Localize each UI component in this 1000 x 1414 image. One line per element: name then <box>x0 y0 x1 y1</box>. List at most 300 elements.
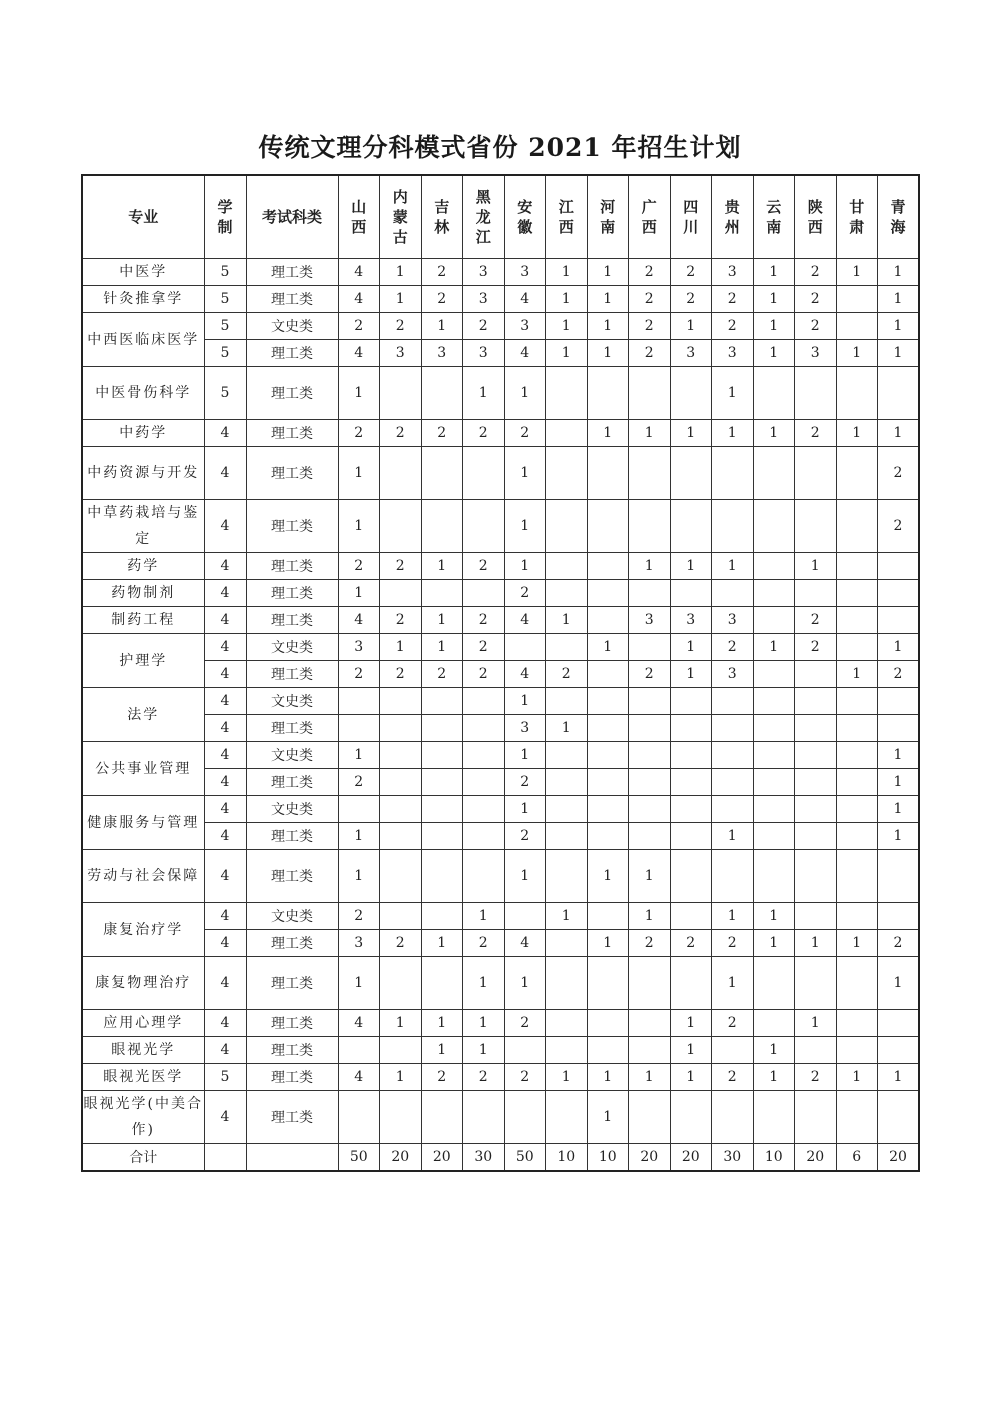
length-cell: 5 <box>204 367 246 420</box>
quota-cell: 1 <box>836 340 878 367</box>
quota-cell <box>712 500 754 553</box>
quota-cell <box>795 661 837 688</box>
quota-cell <box>836 500 878 553</box>
quota-cell: 2 <box>670 930 712 957</box>
length-cell: 4 <box>204 903 246 930</box>
quota-cell <box>546 447 588 500</box>
table-row <box>82 313 919 340</box>
quota-cell <box>670 688 712 715</box>
quota-cell <box>629 769 671 796</box>
quota-cell: 2 <box>504 420 546 447</box>
quota-cell <box>380 769 422 796</box>
quota-cell <box>670 742 712 769</box>
total-cell: 50 <box>504 1144 546 1171</box>
quota-cell <box>421 447 463 500</box>
quota-cell: 1 <box>836 930 878 957</box>
quota-cell: 3 <box>338 930 380 957</box>
quota-cell: 1 <box>753 634 795 661</box>
quota-cell <box>753 742 795 769</box>
quota-cell <box>463 796 505 823</box>
quota-cell: 1 <box>504 553 546 580</box>
table-row <box>82 823 919 850</box>
header-province: 甘肃 <box>836 175 878 259</box>
quota-cell <box>712 796 754 823</box>
table-row <box>82 1091 919 1144</box>
quota-cell: 2 <box>795 313 837 340</box>
quota-cell <box>463 742 505 769</box>
quota-cell <box>629 957 671 1010</box>
quota-cell: 3 <box>712 340 754 367</box>
quota-cell <box>670 823 712 850</box>
quota-cell <box>836 715 878 742</box>
quota-cell <box>546 553 588 580</box>
quota-cell <box>380 903 422 930</box>
header-province: 江西 <box>546 175 588 259</box>
length-cell: 4 <box>204 500 246 553</box>
quota-cell: 2 <box>795 420 837 447</box>
table-row <box>82 607 919 634</box>
length-cell: 5 <box>204 340 246 367</box>
quota-cell <box>587 447 629 500</box>
quota-cell: 1 <box>878 796 920 823</box>
subject-cell: 理工类 <box>246 553 338 580</box>
quota-cell: 1 <box>753 903 795 930</box>
quota-cell: 1 <box>587 286 629 313</box>
quota-cell <box>587 715 629 742</box>
quota-cell: 2 <box>338 313 380 340</box>
major-name: 法学 <box>82 688 204 742</box>
quota-cell <box>836 796 878 823</box>
major-name: 康复治疗学 <box>82 903 204 957</box>
quota-cell <box>380 367 422 420</box>
major-name: 药物制剂 <box>82 580 204 607</box>
quota-cell: 1 <box>587 930 629 957</box>
quota-cell: 1 <box>712 957 754 1010</box>
subject-cell: 理工类 <box>246 823 338 850</box>
subject-cell: 文史类 <box>246 313 338 340</box>
quota-cell <box>753 769 795 796</box>
major-name: 公共事业管理 <box>82 742 204 796</box>
quota-cell <box>587 688 629 715</box>
quota-cell: 1 <box>587 313 629 340</box>
quota-cell: 2 <box>504 580 546 607</box>
quota-cell <box>629 823 671 850</box>
length-cell: 4 <box>204 850 246 903</box>
subject-cell: 理工类 <box>246 607 338 634</box>
length-cell: 4 <box>204 420 246 447</box>
quota-cell: 3 <box>670 340 712 367</box>
quota-cell: 1 <box>421 553 463 580</box>
quota-cell <box>421 580 463 607</box>
quota-cell: 1 <box>338 500 380 553</box>
quota-cell: 1 <box>878 286 920 313</box>
quota-cell: 1 <box>338 957 380 1010</box>
quota-cell: 2 <box>380 930 422 957</box>
quota-cell: 1 <box>380 259 422 286</box>
subject-cell: 理工类 <box>246 367 338 420</box>
quota-cell: 2 <box>670 259 712 286</box>
quota-cell <box>836 553 878 580</box>
quota-cell <box>629 367 671 420</box>
quota-cell <box>421 688 463 715</box>
table-row <box>82 930 919 957</box>
quota-cell <box>421 769 463 796</box>
quota-cell <box>795 1091 837 1144</box>
major-name: 中草药栽培与鉴定 <box>82 500 204 553</box>
subject-cell: 文史类 <box>246 903 338 930</box>
total-cell: 50 <box>338 1144 380 1171</box>
quota-cell: 2 <box>712 634 754 661</box>
subject-cell: 理工类 <box>246 447 338 500</box>
quota-cell: 3 <box>421 340 463 367</box>
major-name: 应用心理学 <box>82 1010 204 1037</box>
length-cell: 4 <box>204 553 246 580</box>
quota-cell <box>380 796 422 823</box>
quota-cell <box>546 796 588 823</box>
quota-cell: 1 <box>380 1064 422 1091</box>
quota-cell <box>795 1037 837 1064</box>
quota-cell <box>421 796 463 823</box>
quota-cell <box>712 715 754 742</box>
quota-cell: 2 <box>380 553 422 580</box>
table-row <box>82 340 919 367</box>
quota-cell: 2 <box>878 500 920 553</box>
header-province: 吉林 <box>421 175 463 259</box>
length-cell: 5 <box>204 313 246 340</box>
subject-cell: 理工类 <box>246 259 338 286</box>
quota-cell: 2 <box>463 313 505 340</box>
quota-cell <box>753 688 795 715</box>
total-cell: 20 <box>380 1144 422 1171</box>
quota-cell: 1 <box>338 742 380 769</box>
quota-cell: 2 <box>338 553 380 580</box>
quota-cell: 1 <box>670 634 712 661</box>
total-cell: 20 <box>878 1144 920 1171</box>
quota-cell: 2 <box>629 259 671 286</box>
major-name: 康复物理治疗 <box>82 957 204 1010</box>
total-cell: 20 <box>629 1144 671 1171</box>
quota-cell <box>795 580 837 607</box>
major-name: 眼视光医学 <box>82 1064 204 1091</box>
quota-cell <box>753 447 795 500</box>
quota-cell <box>421 742 463 769</box>
quota-cell <box>753 796 795 823</box>
quota-cell <box>795 715 837 742</box>
quota-cell <box>421 903 463 930</box>
table-row <box>82 688 919 715</box>
major-name: 护理学 <box>82 634 204 688</box>
length-cell: 4 <box>204 634 246 661</box>
quota-cell <box>836 580 878 607</box>
subject-cell: 理工类 <box>246 500 338 553</box>
quota-cell: 2 <box>878 447 920 500</box>
quota-cell <box>712 1091 754 1144</box>
quota-cell <box>380 742 422 769</box>
quota-cell <box>836 903 878 930</box>
quota-cell: 1 <box>712 553 754 580</box>
header-province: 四川 <box>670 175 712 259</box>
quota-cell: 4 <box>338 1010 380 1037</box>
quota-cell: 1 <box>878 420 920 447</box>
table-row <box>82 1064 919 1091</box>
quota-cell: 1 <box>546 340 588 367</box>
quota-cell: 1 <box>587 259 629 286</box>
quota-cell <box>546 580 588 607</box>
major-name: 中西医临床医学 <box>82 313 204 367</box>
total-cell: 20 <box>795 1144 837 1171</box>
total-cell: 6 <box>836 1144 878 1171</box>
quota-cell: 2 <box>463 607 505 634</box>
length-cell: 4 <box>204 447 246 500</box>
quota-cell <box>670 367 712 420</box>
header-province: 安徽 <box>504 175 546 259</box>
quota-cell <box>504 634 546 661</box>
quota-cell <box>629 1010 671 1037</box>
quota-cell <box>504 903 546 930</box>
header-province: 广西 <box>629 175 671 259</box>
quota-cell <box>670 715 712 742</box>
quota-cell: 1 <box>629 903 671 930</box>
subject-cell: 理工类 <box>246 957 338 1010</box>
quota-cell <box>795 447 837 500</box>
quota-cell: 1 <box>338 367 380 420</box>
quota-cell: 2 <box>380 607 422 634</box>
quota-cell <box>670 580 712 607</box>
quota-cell: 4 <box>338 607 380 634</box>
quota-cell <box>587 742 629 769</box>
header-province: 贵州 <box>712 175 754 259</box>
quota-cell: 2 <box>712 1010 754 1037</box>
quota-cell: 2 <box>795 259 837 286</box>
subject-cell: 理工类 <box>246 1064 338 1091</box>
quota-cell <box>463 447 505 500</box>
quota-cell <box>836 286 878 313</box>
quota-cell <box>753 823 795 850</box>
quota-cell <box>380 957 422 1010</box>
header-province: 黑龙江 <box>463 175 505 259</box>
quota-cell <box>421 823 463 850</box>
total-cell: 20 <box>670 1144 712 1171</box>
quota-cell <box>629 634 671 661</box>
quota-cell: 1 <box>421 313 463 340</box>
total-cell: 30 <box>463 1144 505 1171</box>
length-cell: 4 <box>204 1010 246 1037</box>
quota-cell <box>338 796 380 823</box>
table-row <box>82 769 919 796</box>
header-province: 青海 <box>878 175 920 259</box>
quota-cell <box>670 1091 712 1144</box>
quota-cell: 2 <box>795 286 837 313</box>
quota-cell <box>712 769 754 796</box>
quota-cell: 2 <box>878 661 920 688</box>
table-row <box>82 796 919 823</box>
quota-cell <box>712 850 754 903</box>
subject-cell: 理工类 <box>246 769 338 796</box>
quota-cell <box>878 553 920 580</box>
quota-cell: 3 <box>670 607 712 634</box>
quota-cell: 1 <box>795 1010 837 1037</box>
quota-cell: 1 <box>836 661 878 688</box>
quota-cell <box>836 367 878 420</box>
quota-cell <box>670 769 712 796</box>
length-cell: 4 <box>204 1091 246 1144</box>
quota-cell <box>878 688 920 715</box>
quota-cell: 1 <box>878 823 920 850</box>
quota-cell: 1 <box>421 1037 463 1064</box>
quota-cell <box>546 769 588 796</box>
quota-cell <box>463 769 505 796</box>
quota-cell <box>421 500 463 553</box>
quota-cell: 2 <box>463 1064 505 1091</box>
table-row <box>82 580 919 607</box>
quota-cell <box>712 580 754 607</box>
quota-cell <box>421 850 463 903</box>
quota-cell <box>421 367 463 420</box>
subject-cell: 理工类 <box>246 1010 338 1037</box>
quota-cell: 2 <box>380 313 422 340</box>
quota-cell: 3 <box>712 607 754 634</box>
quota-cell: 2 <box>463 930 505 957</box>
quota-cell: 1 <box>712 367 754 420</box>
quota-cell <box>546 957 588 1010</box>
quota-cell: 2 <box>629 313 671 340</box>
quota-cell <box>878 1010 920 1037</box>
quota-cell <box>546 1037 588 1064</box>
quota-cell: 1 <box>878 340 920 367</box>
quota-cell: 2 <box>421 286 463 313</box>
major-name: 劳动与社会保障 <box>82 850 204 903</box>
quota-cell: 2 <box>338 769 380 796</box>
quota-cell: 1 <box>546 903 588 930</box>
major-name: 眼视光学(中美合作) <box>82 1091 204 1144</box>
quota-cell: 3 <box>338 634 380 661</box>
quota-cell <box>712 742 754 769</box>
quota-cell <box>587 580 629 607</box>
quota-cell <box>670 957 712 1010</box>
quota-cell: 2 <box>421 1064 463 1091</box>
quota-cell <box>629 1037 671 1064</box>
quota-cell <box>629 715 671 742</box>
quota-cell <box>836 447 878 500</box>
quota-cell: 2 <box>463 420 505 447</box>
quota-cell <box>795 903 837 930</box>
empty-cell <box>246 1144 338 1171</box>
length-cell: 4 <box>204 607 246 634</box>
subject-cell: 文史类 <box>246 742 338 769</box>
quota-cell: 2 <box>712 286 754 313</box>
table-row <box>82 742 919 769</box>
quota-cell: 4 <box>504 340 546 367</box>
quota-cell: 1 <box>504 957 546 1010</box>
table-row <box>82 903 919 930</box>
quota-cell: 1 <box>380 634 422 661</box>
total-cell: 20 <box>421 1144 463 1171</box>
quota-cell <box>587 500 629 553</box>
table-row <box>82 286 919 313</box>
table-row <box>82 715 919 742</box>
length-cell: 4 <box>204 1037 246 1064</box>
quota-cell: 1 <box>670 420 712 447</box>
quota-cell: 2 <box>380 420 422 447</box>
quota-cell <box>670 500 712 553</box>
quota-cell <box>504 1091 546 1144</box>
subject-cell: 理工类 <box>246 715 338 742</box>
quota-cell: 1 <box>421 1010 463 1037</box>
quota-cell: 1 <box>878 634 920 661</box>
quota-cell: 1 <box>463 1037 505 1064</box>
quota-cell: 1 <box>629 850 671 903</box>
quota-cell <box>795 850 837 903</box>
quota-cell: 2 <box>504 823 546 850</box>
header-subject: 考试科类 <box>246 175 338 259</box>
quota-cell <box>380 580 422 607</box>
major-name: 针灸推拿学 <box>82 286 204 313</box>
length-cell: 4 <box>204 688 246 715</box>
quota-cell <box>463 823 505 850</box>
quota-cell <box>338 1091 380 1144</box>
table-row <box>82 367 919 420</box>
quota-cell <box>753 500 795 553</box>
total-label: 合计 <box>82 1144 204 1171</box>
quota-cell: 2 <box>795 1064 837 1091</box>
quota-cell <box>629 796 671 823</box>
length-cell: 5 <box>204 286 246 313</box>
quota-cell <box>380 715 422 742</box>
quota-cell <box>878 607 920 634</box>
table-row <box>82 1010 919 1037</box>
quota-cell <box>878 903 920 930</box>
quota-cell <box>504 1037 546 1064</box>
quota-cell: 3 <box>712 661 754 688</box>
table-row <box>82 553 919 580</box>
quota-cell <box>753 661 795 688</box>
subject-cell: 理工类 <box>246 661 338 688</box>
length-cell: 4 <box>204 580 246 607</box>
quota-cell: 4 <box>504 286 546 313</box>
subject-cell: 文史类 <box>246 796 338 823</box>
quota-cell <box>836 1010 878 1037</box>
quota-cell <box>587 823 629 850</box>
quota-cell: 3 <box>504 313 546 340</box>
quota-cell: 1 <box>546 313 588 340</box>
quota-cell <box>836 957 878 1010</box>
quota-cell <box>836 313 878 340</box>
quota-cell <box>463 715 505 742</box>
quota-cell: 1 <box>546 715 588 742</box>
table-row <box>82 500 919 553</box>
quota-cell: 2 <box>504 1064 546 1091</box>
quota-cell: 1 <box>421 930 463 957</box>
quota-cell: 1 <box>629 1064 671 1091</box>
quota-cell <box>753 715 795 742</box>
quota-cell <box>878 715 920 742</box>
quota-cell <box>546 850 588 903</box>
page-title: 传统文理分科模式省份 2021 年招生计划 <box>258 133 742 162</box>
quota-cell <box>587 903 629 930</box>
header-province: 陕西 <box>795 175 837 259</box>
quota-cell: 2 <box>421 420 463 447</box>
quota-cell: 1 <box>878 742 920 769</box>
length-cell: 4 <box>204 715 246 742</box>
quota-cell: 1 <box>463 957 505 1010</box>
quota-cell <box>836 850 878 903</box>
quota-cell <box>587 957 629 1010</box>
quota-cell <box>546 634 588 661</box>
quota-cell: 2 <box>712 313 754 340</box>
table-row <box>82 634 919 661</box>
total-cell: 10 <box>587 1144 629 1171</box>
quota-cell: 3 <box>795 340 837 367</box>
